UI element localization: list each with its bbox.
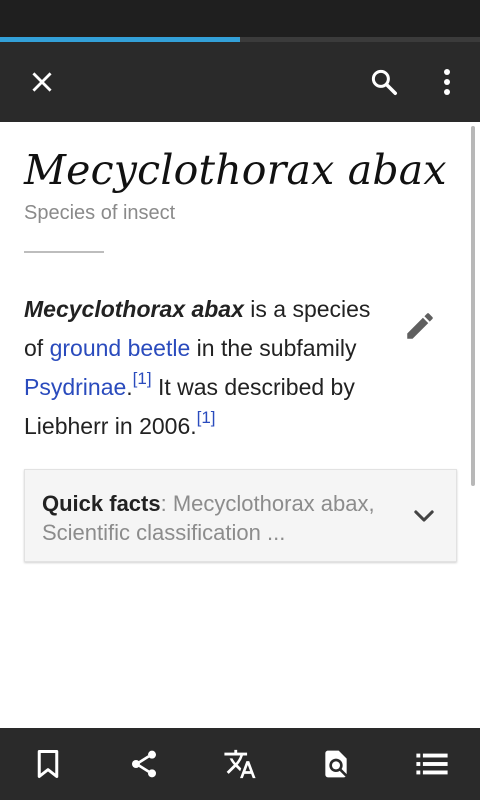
reference-link[interactable]: [1] (196, 408, 216, 428)
find-in-page-icon (320, 747, 352, 781)
expand-button[interactable] (406, 498, 442, 534)
article-content[interactable] (0, 122, 480, 728)
search-icon (369, 67, 399, 97)
lead-text: in the subfamily (190, 335, 357, 361)
more-vert-icon (442, 67, 452, 97)
scrollbar[interactable] (471, 126, 475, 486)
translate-icon (223, 747, 257, 781)
find-in-page-button[interactable] (288, 728, 384, 800)
link-ground-beetle[interactable]: ground beetle (49, 335, 191, 361)
reference-link[interactable]: [1] (132, 369, 152, 389)
table-of-contents-button[interactable] (384, 728, 480, 800)
share-icon (128, 748, 160, 780)
chevron-down-icon (410, 502, 438, 530)
link-psydrinae[interactable]: Psydrinae (24, 374, 127, 400)
change-language-button[interactable] (192, 728, 288, 800)
pencil-icon (403, 309, 437, 343)
status-bar (0, 0, 480, 37)
bookmark-icon (35, 749, 61, 779)
lead-text: It was described by Liebherr in 2006. (24, 374, 355, 439)
quick-facts-text (42, 489, 382, 547)
quick-facts-box[interactable] (24, 469, 457, 562)
table-of-contents-icon (416, 751, 448, 777)
quick-facts-label: Quick facts (42, 491, 161, 516)
lead-paragraph (24, 290, 384, 446)
quick-facts-summary: Mecyclothorax abax, Scientific classification ... (42, 491, 375, 545)
more-options-button[interactable] (423, 58, 471, 106)
lead-text: is a species of (24, 296, 371, 361)
title-divider (24, 251, 104, 253)
search-button[interactable] (360, 58, 408, 106)
save-button[interactable] (0, 728, 96, 800)
lead-bold-name: Mecyclothorax abax (24, 296, 244, 322)
top-toolbar (0, 42, 480, 122)
bottom-action-bar (0, 728, 480, 800)
edit-button[interactable] (398, 304, 442, 348)
lead-text: . (126, 374, 133, 400)
page-description: Species of insect (24, 202, 176, 224)
quick-facts-separator: : (160, 491, 173, 516)
share-button[interactable] (96, 728, 192, 800)
page-title: Mecyclothorax abax (24, 146, 447, 194)
close-icon (29, 69, 55, 95)
close-button[interactable] (18, 58, 66, 106)
